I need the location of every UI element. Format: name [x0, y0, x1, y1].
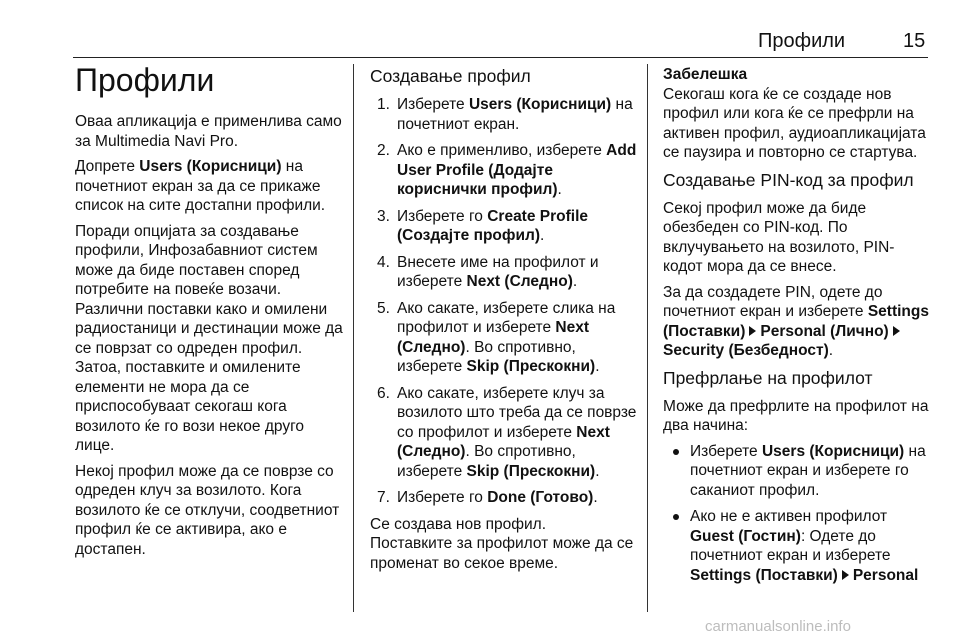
list-item: 2. Ако е применливо, изберете Add User Profile (Додајте кориснички профил).: [377, 142, 637, 198]
running-head: Профили: [758, 30, 846, 52]
note-title: Забелешка: [663, 66, 748, 83]
list-item: 7. Изберете го Done (Готово).: [377, 489, 598, 506]
watermark: carmanualsonline.info: [705, 618, 851, 635]
switch-profile-heading: Префрлање на профилот: [663, 367, 873, 388]
column-divider-2: [647, 64, 648, 612]
users-paragraph: Допрете Users (Корисници) на почетниот екран за да се прикаже список на сите достапни профили.: [75, 158, 326, 214]
list-item: Изберете Users (Корисници) на почетниот екран и изберете го саканиот профил.: [663, 442, 933, 501]
users-label: Users (Корисници): [139, 158, 282, 175]
column-1: [75, 60, 347, 565]
page-number: 15: [903, 30, 926, 52]
list-item: 5. Ако сакате, изберете слика на профилот и изберете Next (Следно). Во спротивно, изберете Skip (Прескокни).: [377, 299, 616, 375]
bullet-icon: [673, 449, 679, 455]
settings-change-text: Поставките за профилот може да се променат во секое време.: [370, 535, 634, 572]
create-profile-heading: Создавање профил: [370, 66, 531, 86]
pin-paragraph-2: За да создадете PIN, одете до почетниот екран и изберете Settings (Поставки) Personal (Лично)Security (Безбедност).: [663, 283, 929, 359]
note-text: Секогаш кога ќе се создаде нов профил или кога ќе се префрли на активен профил, аудиоапликацијата се паузира и повторно се стартува.: [663, 85, 926, 161]
arrow-right-icon: [842, 570, 849, 580]
options-paragraph: Поради опцијата за создавање профили, Инфозабавниот систем може да биде поставен според потребите на повеќе возачи. Различни поставки како и омилени радиостаници и дестинации може да се поврзат со одреден профил. Затоа, поставките и омилените елементи не мора да се приспособуваат секогаш кога возилото ќе го вози некое друго лице.: [75, 222, 343, 454]
pin-heading: Создавање PIN-код за профил: [663, 169, 914, 190]
arrow-right-icon: [893, 326, 900, 336]
page-title: Профили: [75, 62, 215, 98]
intro-paragraph: Оваа апликација е применлива само за Multimedia Navi Pro.: [75, 113, 342, 150]
create-steps-list: [370, 95, 638, 508]
list-item: 3. Изберете го Create Profile (Создајте профил).: [377, 207, 589, 244]
pin-paragraph-1: Секој профил може да биде обезбеден со PIN-код. По вклучувањето на возилото, PIN-кодот мора да се внесе.: [663, 199, 895, 275]
column-2: [370, 60, 638, 579]
arrow-right-icon: [749, 326, 756, 336]
column-3: [663, 60, 933, 592]
key-paragraph: Некој профил може да се поврзе со одреден клуч за возилото. Кога возилото ќе се отклучи, соодветниот профил ќе се активира, ако е достапен.: [75, 462, 340, 558]
profile-created-text: Се создава нов профил.: [370, 515, 547, 533]
column-divider-1: [353, 64, 354, 612]
list-item: 6. Ако сакате, изберете клуч за возилото што треба да се поврзе со профилот и изберете Next (Следно). Во спротивно, изберете Skip (Прескокни).: [377, 384, 637, 480]
list-item: 4. Внесете име на профилот и изберете Next (Следно).: [377, 253, 599, 290]
header-rule: [73, 57, 928, 58]
list-item: Ако не е активен профилот Guest (Гостин): Одете до почетниот екран и изберете Settings (Поставки) Personal: [663, 507, 933, 585]
bullet-icon: [673, 514, 679, 520]
list-item: 1. Изберете Users (Корисници) на почетниот екран.: [377, 96, 633, 133]
switch-paragraph: Може да префрлите на профилот на два начина:: [663, 397, 929, 434]
switch-options-list: [663, 442, 933, 586]
